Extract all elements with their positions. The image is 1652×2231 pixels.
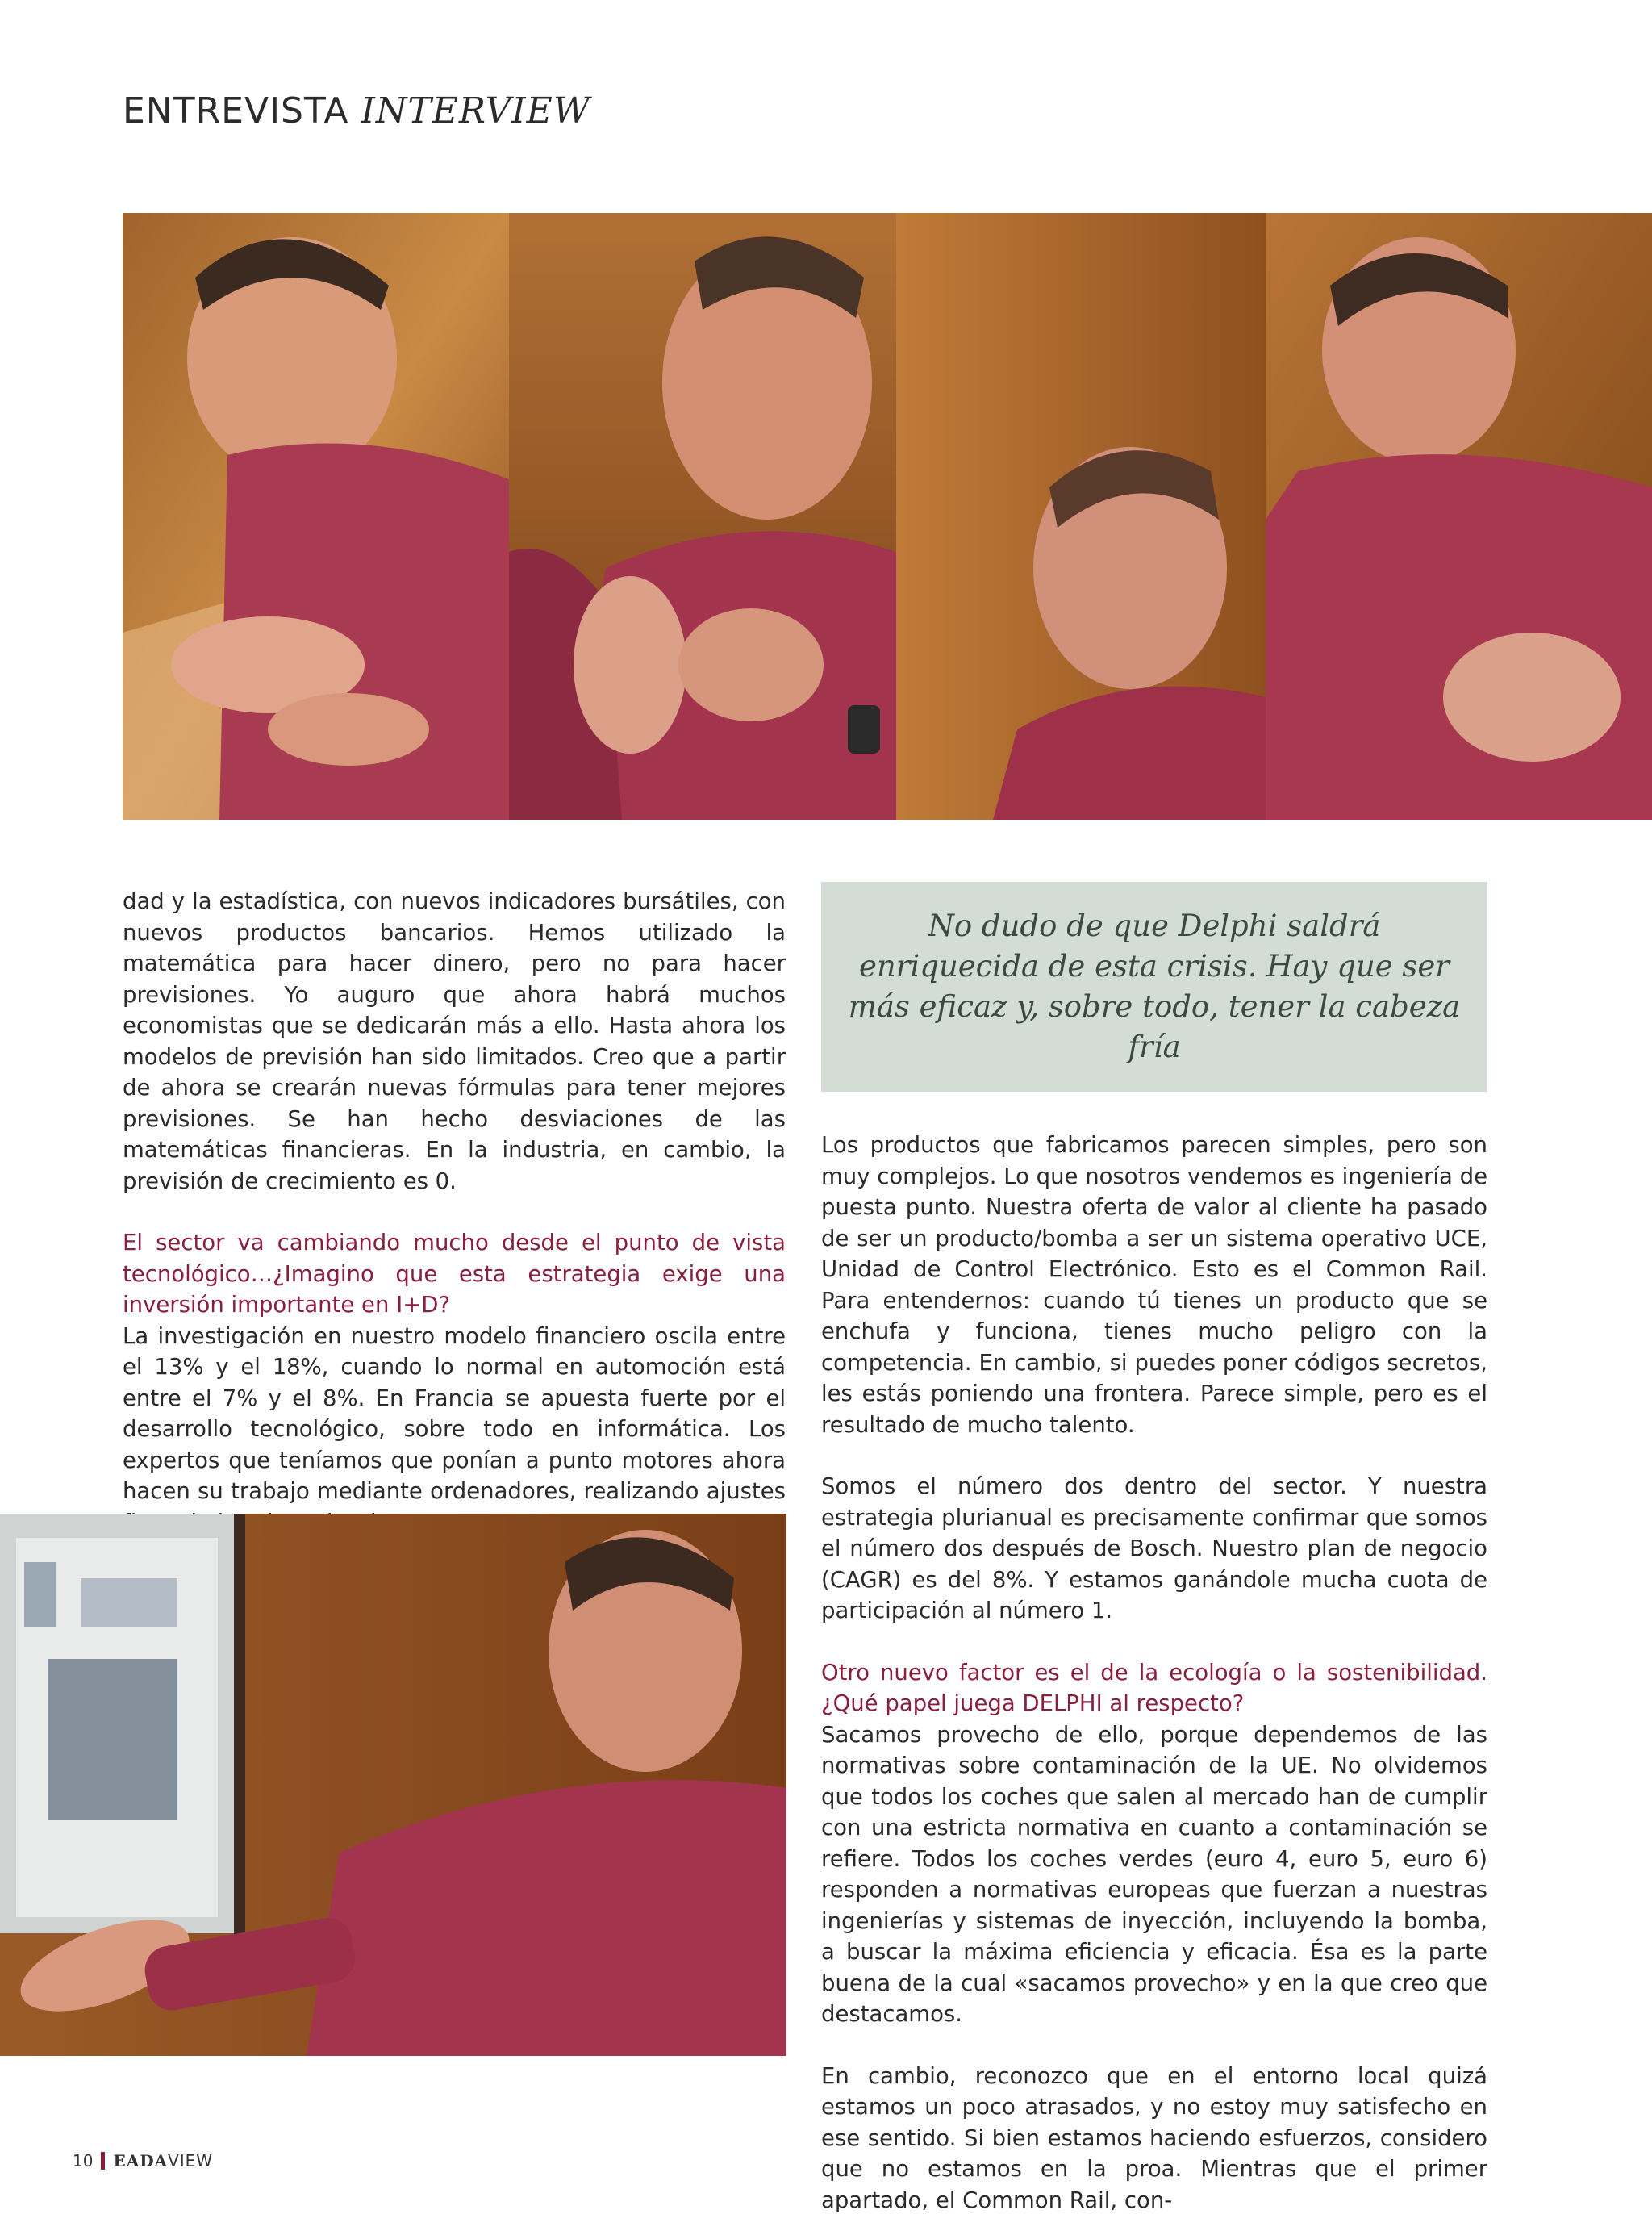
section-header [123, 90, 590, 132]
body-paragraph: Sacamos provecho de ello, porque dependemos de las normativas sobre contaminación de la UE. No olvidemos que todos los coches que salen al mercado han de cumplir con una estricta normativa en cuanto a contaminación se refiere. Todos los coches verdes (euro 4, euro 5, euro 6) responden a normativas europeas que fuerzan a nuestras ingenierías y sistemas de inyección, incluyendo la bomba, a buscar la máxima eficiencia y eficacia. Ésa es la parte buena de la cual «sacamos provecho» y en la que creo que destacamos. [821, 1721, 1487, 2027]
left-text-column [123, 886, 786, 1538]
photo-interviewee-2 [509, 213, 896, 820]
footer-divider [101, 2152, 105, 2170]
photo-interviewee-1 [123, 213, 509, 820]
interview-question: El sector va cambiando mucho desde el punto de vista tecnológico…¿Imagino que esta estrategia exige una inversión importante en I+D? [123, 1230, 786, 1318]
body-paragraph: En cambio, reconozco que en el entorno local quizá estamos un poco atrasados, y no estoy muy satisfecho en ese sentido. Si bien estamos haciendo esfuerzos, considero que no estamos en la proa. Mientras que el primer apartado, el Common Rail, con- [821, 2062, 1487, 2213]
photo-interviewee-pointing [0, 1514, 786, 2056]
body-paragraph: Los productos que fabricamos parecen simples, pero son muy complejos. Lo que nosotros vendemos es ingeniería de puesta punto. Nuestra oferta de valor al cliente ha pasado de ser un producto/bomba a ser un sistema operativo UCE, Unidad de Control Electrónico. Esto es el Common Rail. Para entendernos: cuando tú tienes un producto que se enchufa y funciona, tienes mucho peligro con la competencia. En cambio, si puedes poner códigos secretos, les estás poniendo una frontera. Parece simple, pero es el resultado de mucho talento. [821, 1132, 1488, 1438]
body-paragraph: Somos el número dos dentro del sector. Y nuestra estrategia plurianual es precisamente confirmar que somos el número dos después de Bosch. Nuestro plan de negocio (CAGR) es del 8%. Y estamos ganándole mucha cuota de participación al número 1. [821, 1473, 1487, 1623]
magazine-brand: EADAVIEW [113, 2151, 214, 2170]
body-paragraph: La investigación en nuestro modelo financiero oscila entre el 13% y el 18%, cuando lo normal en automoción está entre el 7% y el 8%. En Francia se apuesta fuerte por el desarrollo tecnológico, sobre todo en informática. Los expertos que teníamos que ponían a punto motores ahora hacen su trabajo mediante ordenadores, realizando ajustes [123, 1322, 786, 1504]
pull-quote: No dudo de que Delphi saldrá enriquecida de esta crisis. Hay que ser más eficaz y, sobre todo, tener la cabeza fría [848, 909, 1461, 1064]
interview-question: Otro nuevo factor es el de la ecología o la sostenibilidad. ¿Qué papel juega DELPHI al respecto? [821, 1659, 1487, 1716]
photo-interviewee-4 [1266, 213, 1652, 820]
body-paragraph: dad y la estadística, con nuevos indicadores bursátiles, con nuevos productos bancarios. Hemos utilizado la matemática para hacer dinero, pero no para hacer previsiones. Yo auguro que ahora habrá muchos economistas que se dedicarán más a ello. Hasta ahora los modelos de previsión han sido limitados. Creo que a partir de ahora se crearán nuevas fórmulas para tener mejores previsiones. Se han hecho desviaciones de las matemáticas financieras. En la industria, en cambio, la previsión de crecimiento es 0. [123, 888, 786, 1194]
section-label-es: ENTREVISTA [123, 90, 349, 132]
section-label-en: INTERVIEW [361, 90, 590, 132]
photo-interviewee-3 [896, 213, 1266, 820]
page-number: 10 [73, 2151, 94, 2170]
right-text-column [821, 1130, 1487, 2216]
page-footer [73, 2151, 213, 2170]
pull-quote-box [821, 882, 1487, 1092]
